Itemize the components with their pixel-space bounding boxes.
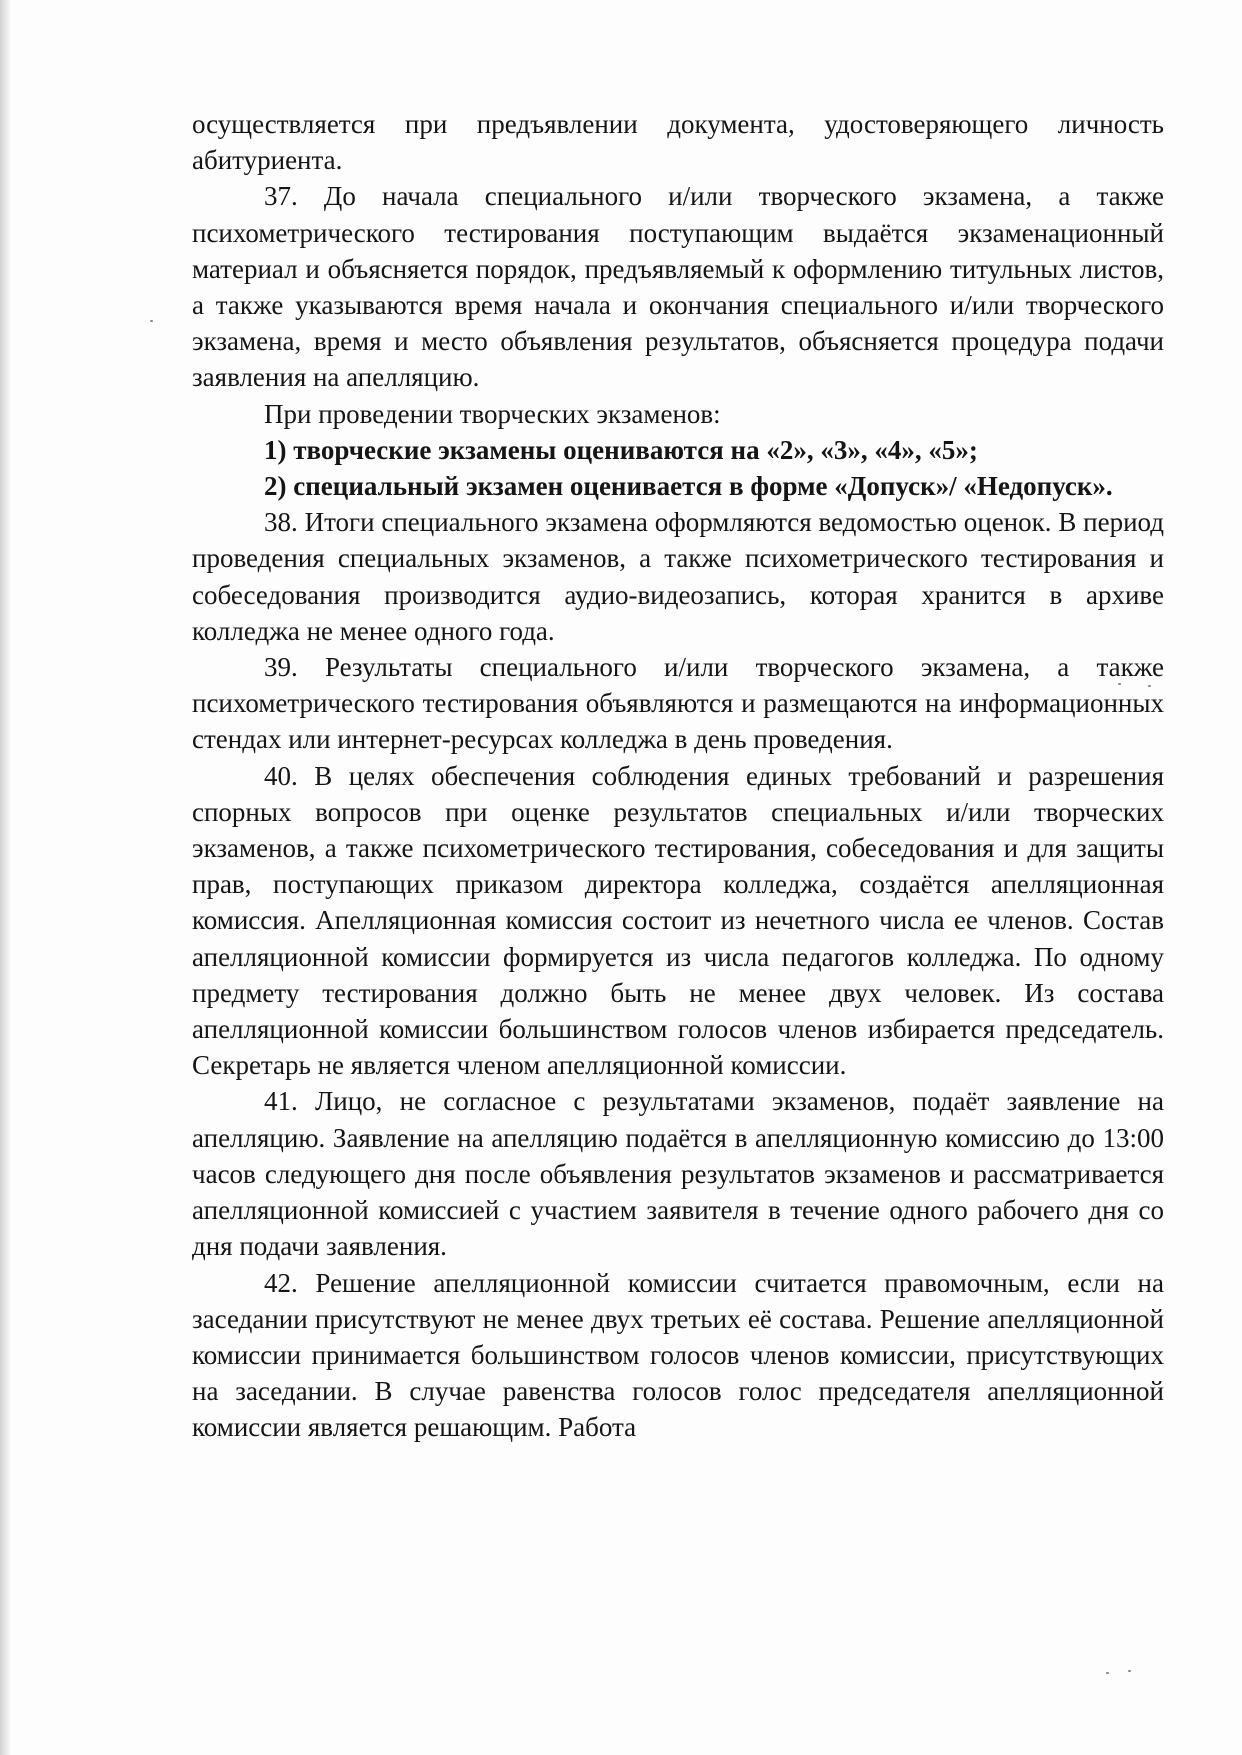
paragraph-creative-exams-intro: При проведении творческих экзаменов:	[264, 398, 721, 429]
scan-speck	[1118, 683, 1121, 685]
scan-speck	[150, 320, 153, 322]
paragraph-creative-exams-point-1: 1) творческие экзамены оцениваются на «2», «3», «4», «5»;	[264, 434, 978, 465]
scan-speck	[1128, 1670, 1131, 1672]
document-body	[192, 106, 1164, 1446]
paragraph-item-42: 42. Решение апелляционной комиссии считается правомочным, если на заседании присутствуют не менее двух третьих её состава. Решение апелляционной комиссии принимается большинством голосов членов комиссии, присутствующих на заседании. В случае равенства голосов голос председателя апелляционной комиссии является решающим. Работа	[192, 1267, 1164, 1443]
paragraph-item-37: 37. До начала специального и/или творческого экзамена, а также психометрического тестирования поступающим выдаётся экзаменационный материал и объясняется порядок, предъявляемый к оформлению титульных листов, а также указываются время начала и окончания специального и/или творческого экзамена, время и место объявления результатов, объясняется процедура подачи заявления на апелляцию.	[192, 181, 1164, 393]
scan-speck	[1148, 685, 1151, 687]
scan-edge-shadow	[0, 0, 10, 1755]
scan-speck	[1106, 1672, 1109, 1674]
paragraph-item-38: 38. Итоги специального экзамена оформляются ведомостью оценок. В период проведения специальных экзаменов, а также психометрического тестирования и собеседования производится аудио-видеозапись, которая хранится в архиве колледжа не менее одного года.	[192, 507, 1164, 646]
paragraph-item-39: 39. Результаты специального и/или творческого экзамена, а также психометрического тестирования объявляются и размещаются на информационных стендах или интернет-ресурсах колледжа в день проведения.	[192, 652, 1164, 755]
paragraph-item-40: 40. В целях обеспечения соблюдения единых требований и разрешения спорных вопросов при оценке результатов специальных и/или творческих экзаменов, а также психометрического тестирования, собеседования и для защиты прав, поступающих приказом директора колледжа, создаётся апелляционная комиссия. Апелляционная комиссия состоит из нечетного числа ее членов. Состав апелляционной комиссии формируется из числа педагогов колледжа. По одному предмету тестирования должно быть не менее двух человек. Из состава апелляционной комиссии большинством голосов членов избирается председатель. Секретарь не является членом апелляционной комиссии.	[192, 760, 1164, 1081]
paragraph-continuation: осуществляется при предъявлении документа, удостоверяющего личность абитуриента.	[192, 109, 1164, 176]
paragraph-creative-exams-point-2: 2) специальный экзамен оценивается в форме «Допуск»/ «Недопуск».	[264, 471, 1113, 502]
paragraph-item-41: 41. Лицо, не согласное с результатами экзаменов, подаёт заявление на апелляцию. Заявление на апелляцию подаётся в апелляционную комиссию до 13:00 часов следующего дня после объявления результатов экзаменов и рассматривается апелляционной комиссией с участием заявителя в течение одного рабочего дня со дня подачи заявления.	[192, 1086, 1164, 1262]
